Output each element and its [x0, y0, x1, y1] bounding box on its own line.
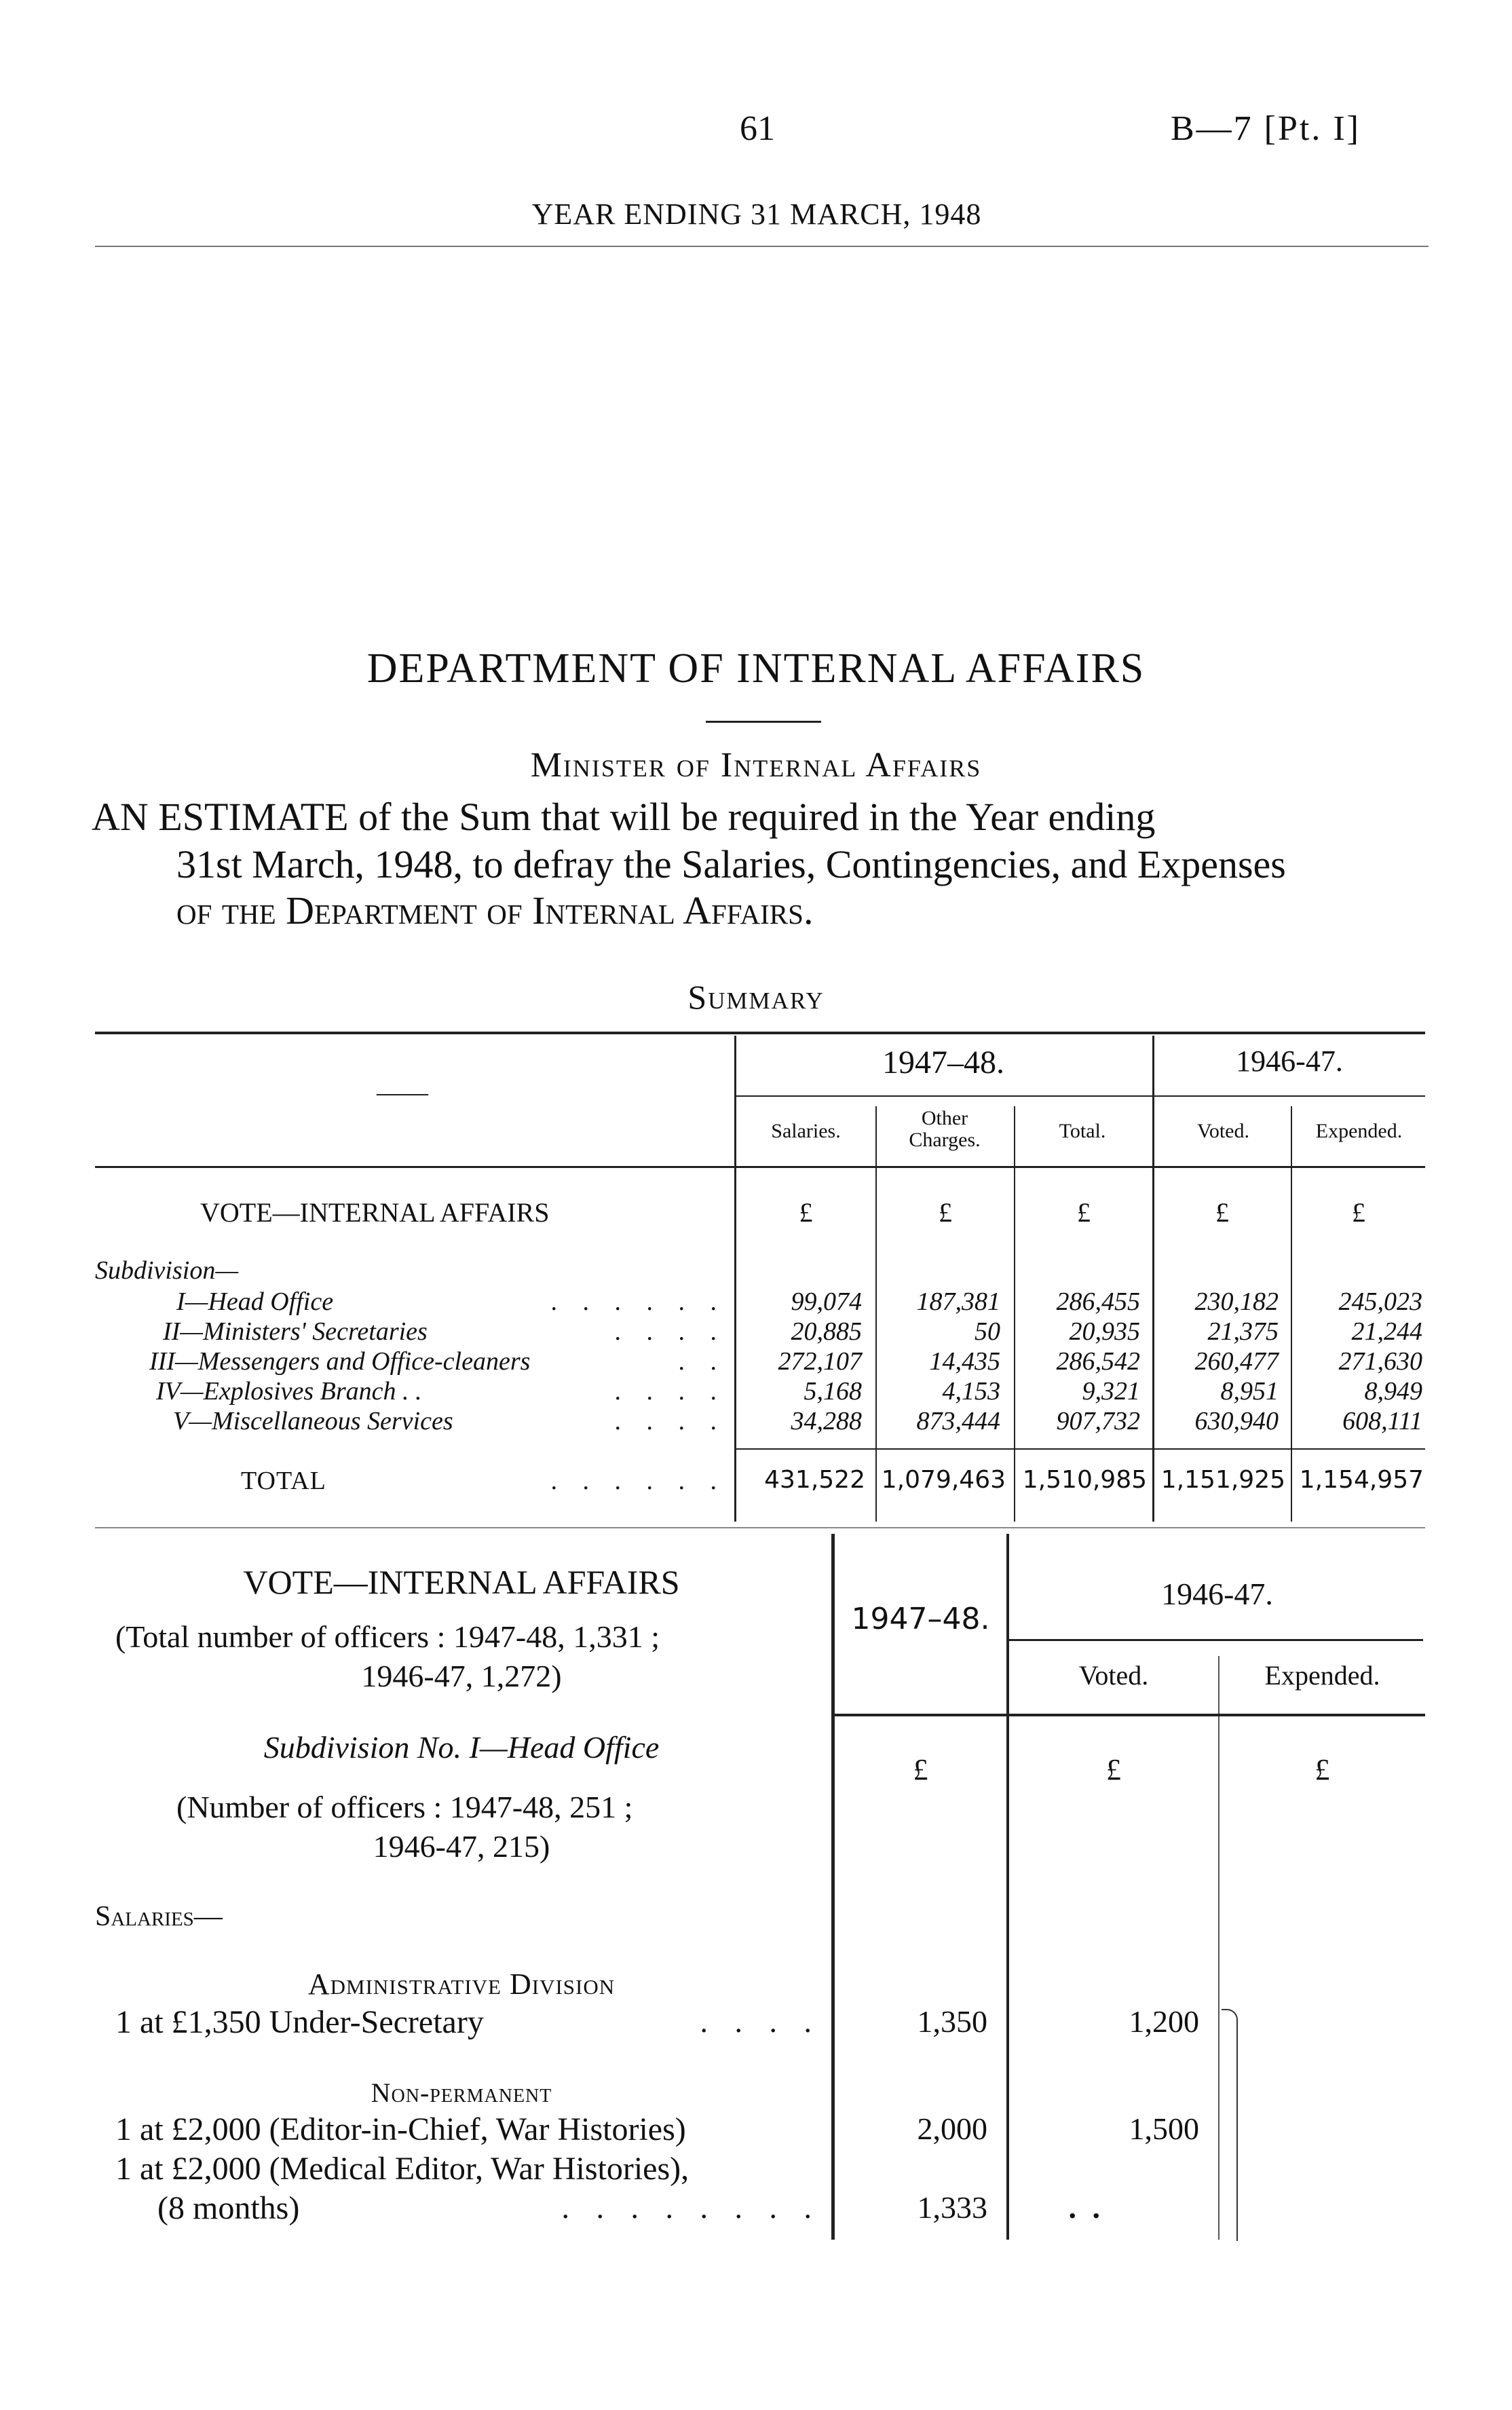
vote-currency-voted: £: [1106, 1753, 1121, 1786]
summary-vote-label: VOTE—INTERNAL AFFAIRS: [200, 1197, 550, 1228]
vote-currency-expended: £: [1315, 1753, 1330, 1786]
vote-vline-expended: [1218, 1656, 1220, 2240]
department-title: DEPARTMENT OF INTERNAL AFFAIRS: [366, 645, 1146, 692]
vote-header-bottom-rule: [835, 1714, 1425, 1716]
total-salaries: 431,522: [764, 1466, 865, 1494]
vote-col-voted: Voted.: [1078, 1660, 1149, 1691]
minister-subtitle: Minister of Internal Affairs: [530, 746, 982, 785]
row-dots: . . . .: [614, 1377, 726, 1406]
other-charges-value: 873,444: [916, 1407, 1000, 1435]
item-current: 2,000: [917, 2111, 987, 2146]
expended-value: 245,023: [1338, 1287, 1422, 1316]
item-label-line-1: 1 at £2,000 (Medical Editor, War Histories),: [115, 2151, 689, 2187]
summary-currency-salaries: £: [799, 1197, 813, 1228]
row-label: IV—Explosives Branch . .: [156, 1377, 422, 1406]
other-charges-value: 50: [975, 1317, 1000, 1346]
total-voted: 1,151,925: [1160, 1466, 1285, 1494]
page-reference: B—7 [Pt. I]: [1171, 109, 1361, 148]
expended-bracket: [1222, 2009, 1238, 2241]
total-value: 286,455: [1056, 1287, 1140, 1316]
page-number: 61: [740, 109, 775, 148]
summary-currency-total: £: [1077, 1197, 1091, 1228]
col-expended: Expended.: [1315, 1120, 1403, 1142]
sub-officers-line-2: 1946-47, 215): [373, 1829, 550, 1864]
vote-col-previous: 1946-47.: [1161, 1577, 1273, 1611]
vote-col-current: 1947–48.: [851, 1602, 990, 1636]
item-dots: . . . .: [700, 2004, 821, 2039]
other-charges-value: 4,153: [942, 1377, 1000, 1406]
row-dots: . . . . . .: [550, 1287, 726, 1316]
total-value: 286,542: [1056, 1347, 1140, 1376]
sub-officers-line-1: (Number of officers : 1947-48, 251 ;: [176, 1790, 633, 1824]
salaries-value: 34,288: [791, 1407, 862, 1435]
salaries-value: 99,074: [791, 1287, 862, 1316]
estimate-line-1: AN ESTIMATE of the Sum that will be required in the Year ending: [92, 795, 1156, 839]
vote-title: VOTE—INTERNAL AFFAIRS: [243, 1563, 680, 1601]
summary-subheader-rule: [736, 1095, 1425, 1097]
salaries-heading: Salaries—: [95, 1901, 223, 1932]
total-value: 20,935: [1069, 1317, 1140, 1346]
estimate-line-2: 31st March, 1948, to defray the Salaries, Contingencies, and Expenses: [176, 842, 1286, 886]
summary-subdivision-label: Subdivision—: [95, 1256, 239, 1285]
subdivision-title: Subdivision No. I—Head Office: [263, 1730, 660, 1765]
vote-subheader-rule: [1009, 1639, 1423, 1641]
item-dots: . . . . . . . .: [561, 2190, 821, 2225]
expended-value: 608,111: [1342, 1407, 1422, 1435]
vote-currency-current: £: [913, 1753, 928, 1786]
other-charges-value: 187,381: [916, 1287, 1000, 1316]
expended-value: 271,630: [1338, 1347, 1422, 1376]
expended-value: 21,244: [1351, 1317, 1422, 1346]
voted-value: 630,940: [1194, 1407, 1279, 1435]
admin-division-heading: Administrative Division: [307, 1967, 616, 2001]
salaries-value: 20,885: [791, 1317, 862, 1346]
col-other-charges: Other Charges.: [909, 1107, 981, 1151]
col-voted: Voted.: [1197, 1120, 1249, 1142]
total-expended: 1,154,957: [1299, 1466, 1424, 1494]
row-dots: . . . .: [614, 1317, 726, 1346]
item-voted: 1,200: [1129, 2004, 1199, 2039]
total-value: 9,321: [1082, 1377, 1140, 1406]
summary-total-rule: [734, 1448, 1425, 1450]
row-dots: . . . .: [614, 1407, 726, 1435]
item-label: 1 at £1,350 Under-Secretary: [115, 2004, 484, 2040]
item-voted: . .: [1068, 2190, 1104, 2225]
salaries-value: 5,168: [804, 1377, 862, 1406]
col-total: Total.: [1059, 1120, 1106, 1142]
summary-header-bottom-rule: [95, 1166, 1425, 1168]
item-current: 1,350: [917, 2004, 987, 2039]
item-label: 1 at £2,000 (Editor-in-Chief, War Histories): [115, 2111, 686, 2147]
total-total: 1,510,985: [1022, 1466, 1147, 1494]
voted-value: 8,951: [1220, 1377, 1279, 1406]
summary-year-previous: 1946-47.: [1236, 1044, 1343, 1078]
summary-currency-voted: £: [1215, 1197, 1229, 1228]
summary-top-rule: [95, 1032, 1425, 1034]
running-title: YEAR ENDING 31 MARCH, 1948: [531, 197, 982, 231]
voted-value: 230,182: [1194, 1287, 1279, 1316]
col-salaries: Salaries.: [771, 1120, 841, 1142]
total-other-charges: 1,079,463: [881, 1466, 1006, 1494]
item-voted: 1,500: [1129, 2111, 1199, 2146]
vote-officers-line-2: 1946-47, 1,272): [361, 1659, 562, 1693]
row-label: III—Messengers and Office-cleaners: [149, 1347, 531, 1376]
summary-heading: Summary: [687, 978, 825, 1016]
item-current: 1,333: [917, 2190, 987, 2225]
header-rule: [95, 246, 1429, 247]
other-charges-value: 14,435: [929, 1347, 1000, 1376]
nonpermanent-heading: Non-permanent: [371, 2077, 552, 2108]
item-label-line-2: (8 months): [157, 2190, 300, 2226]
row-label: V—Miscellaneous Services: [173, 1407, 453, 1435]
summary-currency-other: £: [939, 1197, 952, 1228]
summary-dash: ——: [377, 1078, 428, 1107]
row-label: I—Head Office: [176, 1287, 334, 1316]
title-short-rule: [706, 721, 821, 723]
vote-col-expended: Expended.: [1264, 1660, 1380, 1691]
salaries-value: 272,107: [778, 1347, 862, 1376]
estimate-line-3: of the Department of Internal Affairs.: [176, 888, 814, 933]
summary-year-current: 1947–48.: [882, 1044, 1004, 1080]
total-label: TOTAL: [241, 1467, 326, 1495]
summary-bottom-rule: [95, 1527, 1425, 1528]
summary-currency-expended: £: [1352, 1197, 1365, 1228]
voted-value: 260,477: [1194, 1347, 1279, 1376]
total-value: 907,732: [1056, 1407, 1140, 1435]
row-dots: . .: [678, 1347, 726, 1376]
vote-officers-line-1: (Total number of officers : 1947-48, 1,331 ;: [115, 1619, 660, 1654]
expended-value: 8,949: [1364, 1377, 1422, 1406]
voted-value: 21,375: [1207, 1317, 1279, 1346]
total-dots: . . . . . .: [550, 1467, 726, 1495]
row-label: II—Ministers' Secretaries: [163, 1317, 428, 1346]
